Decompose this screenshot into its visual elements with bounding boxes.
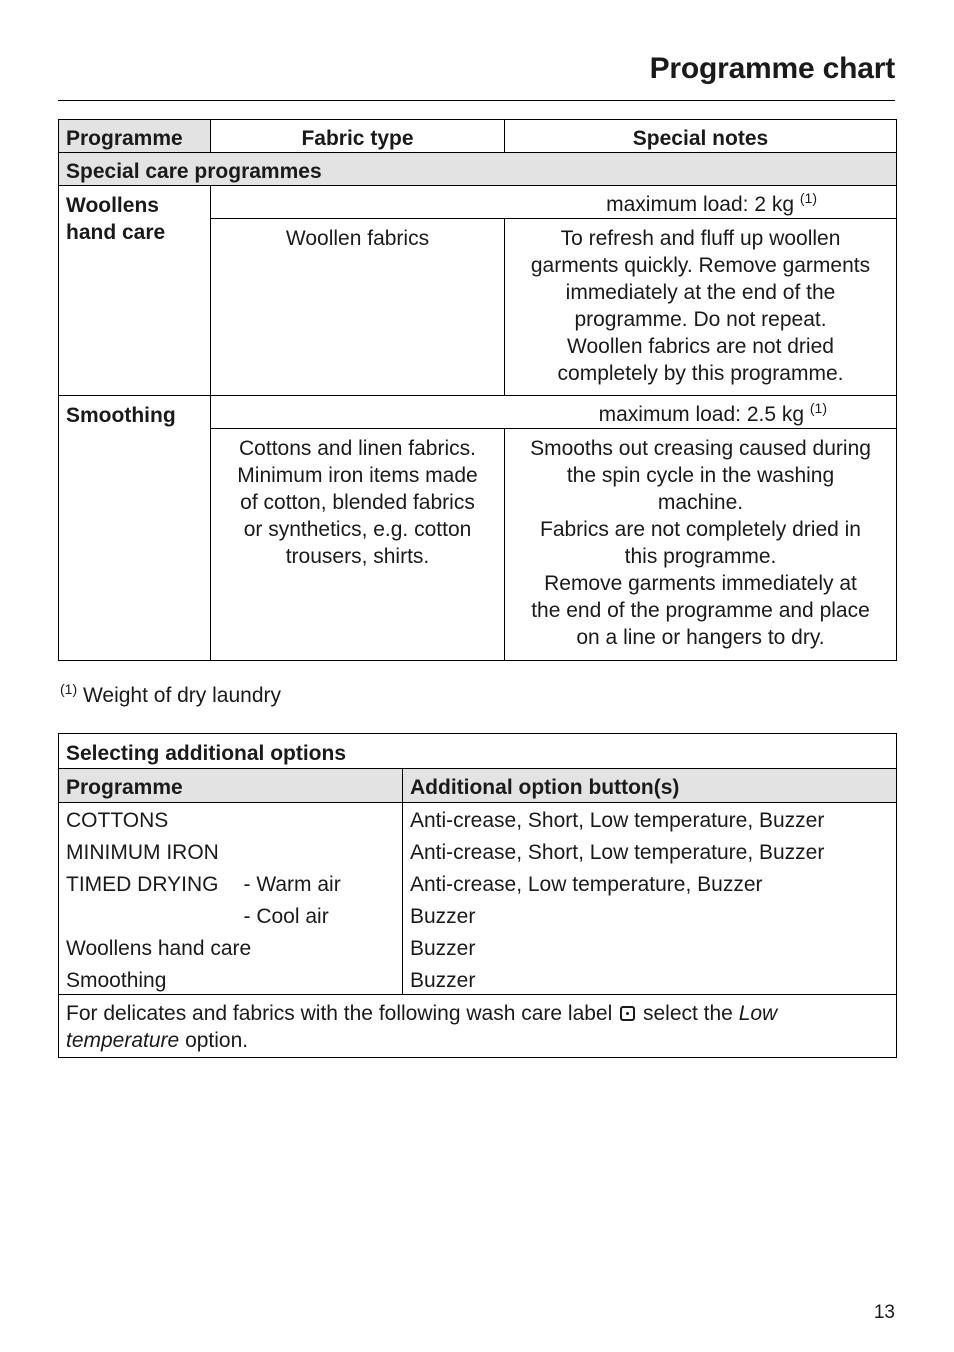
max-load-text: maximum load: 2 kg — [606, 193, 795, 216]
column-header-special-notes: Special notes — [505, 120, 897, 153]
programme-name-line: Woollens — [66, 194, 159, 217]
table-row — [59, 931, 897, 963]
note-line: Remove garments immediately at — [544, 572, 857, 595]
note-text: select the — [642, 1002, 733, 1025]
table-row — [59, 963, 897, 995]
fabric-line: Woollen fabrics — [285, 227, 430, 250]
fabric-line: or synthetics, e.g. cotton — [243, 518, 472, 541]
note-text: For delicates and fabrics with the following wash care label — [66, 1002, 613, 1025]
option-buttons: Buzzer — [403, 931, 897, 963]
option-programme — [59, 963, 403, 995]
page-number: 13 — [873, 1302, 895, 1323]
programme-label: MINIMUM IRON — [66, 840, 219, 864]
additional-options-table — [58, 733, 897, 1058]
footnote-marker: (1) — [799, 190, 817, 206]
option-programme — [59, 803, 403, 835]
note-line: immediately at the end of the — [565, 281, 836, 304]
column-header-option-buttons: Additional option button(s) — [403, 769, 897, 803]
chart-header-row — [59, 120, 897, 153]
tumble-dry-low-heat-icon — [620, 1006, 635, 1021]
programme-name-line: Smoothing — [66, 404, 176, 427]
max-load-text: maximum load: 2.5 kg — [598, 403, 805, 426]
programme-chart-table — [58, 119, 897, 661]
footnote-text: Weight of dry laundry — [82, 684, 282, 707]
options-note — [59, 995, 897, 1058]
note-line: this programme. — [624, 545, 777, 568]
note-line: machine. — [657, 491, 744, 514]
programme-label: Smoothing — [66, 968, 167, 992]
programme-name-woollens — [59, 186, 211, 396]
note-text: option. — [185, 1029, 249, 1052]
programme-name-line: hand care — [66, 221, 166, 244]
fabric-line: Minimum iron items made — [237, 464, 478, 487]
note-line: completely by this programme. — [557, 362, 844, 385]
max-load-smoothing — [211, 396, 897, 429]
options-title: Selecting additional options — [59, 734, 897, 769]
note-line: the end of the programme and place — [531, 599, 870, 622]
section-title: Special care programmes — [59, 153, 897, 186]
note-italic-text: temperature — [66, 1029, 180, 1052]
column-header-programme: Programme — [59, 769, 403, 803]
option-buttons: Anti-crease, Low temperature, Buzzer — [403, 867, 897, 899]
column-header-programme: Programme — [59, 120, 211, 153]
note-line: garments quickly. Remove garments — [530, 254, 871, 277]
footnote — [60, 681, 282, 708]
note-italic-text: Low — [738, 1002, 778, 1025]
special-notes-woollens — [505, 219, 897, 396]
programme-name-smoothing — [59, 396, 211, 661]
option-buttons: Buzzer — [403, 963, 897, 995]
column-header-fabric-type: Fabric type — [211, 120, 505, 153]
options-title-row — [59, 734, 897, 769]
fabric-line: trousers, shirts. — [285, 545, 430, 568]
option-programme — [59, 931, 403, 963]
note-line: To refresh and fluff up woollen — [560, 227, 841, 250]
note-line: programme. Do not repeat. — [574, 308, 827, 331]
page-title: Programme chart — [649, 52, 895, 85]
table-row — [59, 396, 897, 429]
table-row — [59, 186, 897, 219]
fabric-type-smoothing — [211, 429, 505, 661]
table-row — [59, 835, 897, 867]
option-buttons: Buzzer — [403, 899, 897, 931]
footnote-marker: (1) — [809, 400, 827, 416]
option-programme — [59, 899, 403, 931]
max-load-woollens — [211, 186, 897, 219]
options-note-row — [59, 995, 897, 1058]
note-line: on a line or hangers to dry. — [576, 626, 825, 649]
special-notes-smoothing — [505, 429, 897, 661]
table-row — [59, 899, 897, 931]
options-header-row — [59, 769, 897, 803]
fabric-line: of cotton, blended fabrics — [240, 491, 475, 514]
table-row — [59, 803, 897, 835]
option-programme — [59, 867, 403, 899]
fabric-type-woollens — [211, 219, 505, 396]
programme-sub-label: - Cool air — [243, 904, 329, 928]
footnote-marker: (1) — [60, 681, 78, 697]
programme-label: COTTONS — [66, 809, 169, 832]
programme-label: TIMED DRYING — [66, 872, 219, 896]
fabric-line: Cottons and linen fabrics. — [239, 437, 476, 460]
option-buttons: Anti-crease, Short, Low temperature, Buzzer — [403, 803, 897, 835]
programme-sub-label: - Warm air — [243, 872, 341, 896]
note-line: Smooths out creasing caused during — [530, 437, 871, 460]
note-line: Woollen fabrics are not dried — [567, 335, 834, 358]
option-buttons: Anti-crease, Short, Low temperature, Buzzer — [403, 835, 897, 867]
table-row — [59, 867, 897, 899]
section-row — [59, 153, 897, 186]
option-programme — [59, 835, 403, 867]
note-line: Fabrics are not completely dried in — [540, 518, 861, 541]
programme-label: Woollens hand care — [66, 936, 252, 960]
title-divider — [58, 100, 895, 101]
note-line: the spin cycle in the washing — [566, 464, 835, 487]
